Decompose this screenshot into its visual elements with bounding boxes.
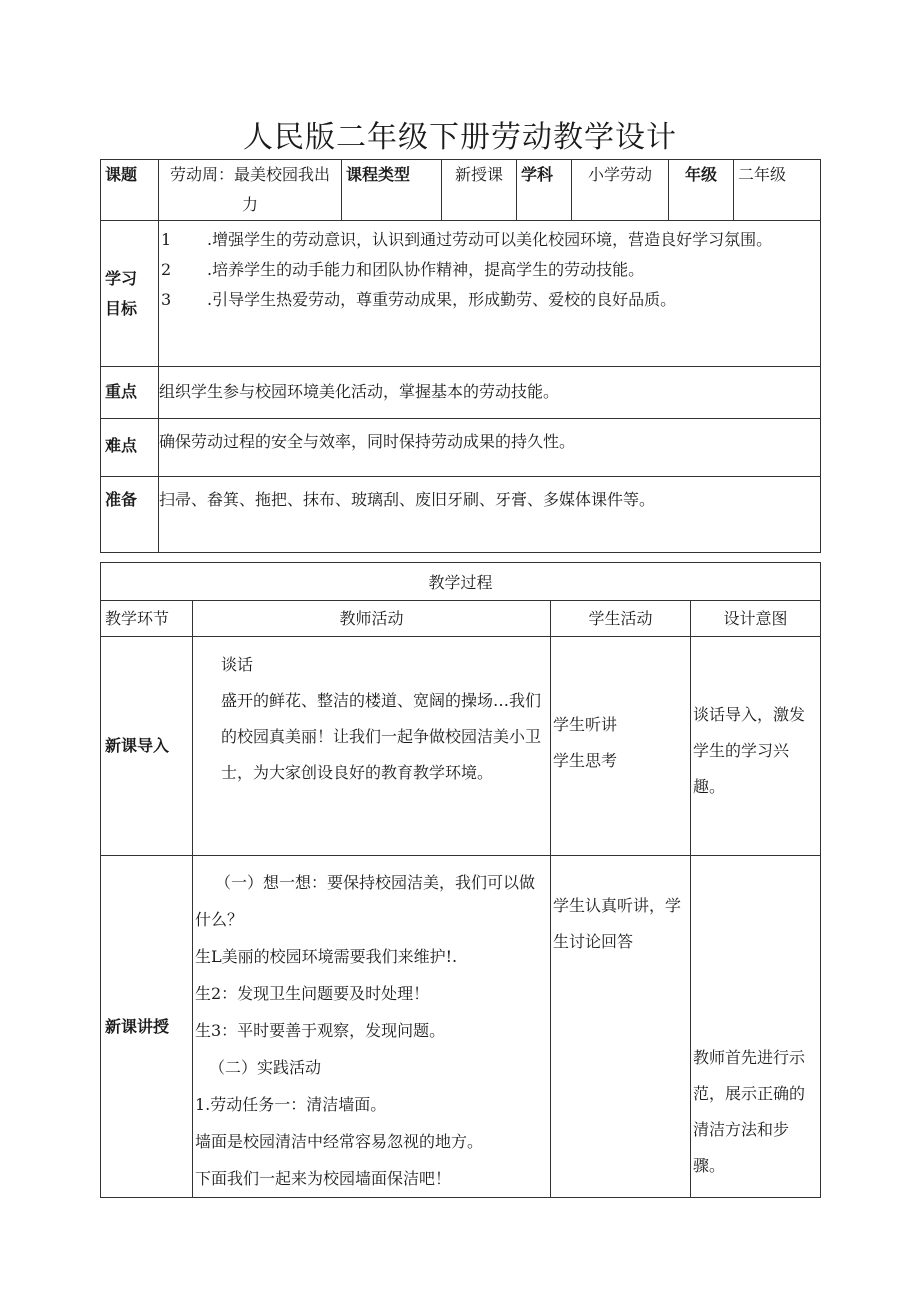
goal-number: 1	[161, 230, 172, 249]
teacher-activity-line: 墙面是校园清洁中经常容易忽视的地方。	[195, 1132, 484, 1151]
subject-value: 小学劳动	[572, 160, 669, 221]
teacher-activity-line: 生L美丽的校园环境需要我们来维护!.	[195, 947, 458, 966]
process-caption: 教学过程	[101, 563, 821, 601]
teacher-activity-line: 生2：发现卫生问题要及时处理！	[195, 984, 430, 1003]
header-student: 学生活动	[551, 601, 691, 637]
header-teacher: 教师活动	[193, 601, 551, 637]
stage-teaching: 新课讲授	[101, 856, 193, 1198]
goal-number: 3	[161, 290, 172, 309]
teacher-activity-line: （一）想一想：要保持校园洁美，我们可以做什么？	[195, 873, 536, 929]
course-type-label: 课程类型	[342, 160, 442, 221]
preparation-value: 扫帚、畚箕、拖把、抹布、玻璃刮、废旧牙刷、牙膏、多媒体课件等。	[159, 477, 821, 553]
teacher-activity-line: 1.劳动任务一：清洁墙面。	[195, 1095, 387, 1114]
goal-number: 2	[161, 260, 172, 279]
preparation-label: 准备	[101, 477, 159, 553]
key-point-label: 重点	[101, 367, 159, 419]
teacher-activity-teaching	[193, 856, 551, 1198]
student-activity-intro	[551, 637, 691, 856]
grade-value: 二年级	[734, 160, 821, 221]
course-type-value: 新授课	[442, 160, 517, 221]
difficulty-label: 难点	[101, 419, 159, 477]
teacher-activity-line: 生3：平时要善于观察，发现问题。	[195, 1021, 446, 1040]
teacher-activity-line: （二）实践活动	[209, 1058, 322, 1077]
teacher-activity-line: 盛开的鲜花、整洁的楼道、宽阔的操场…我们的校园真美丽！让我们一起争做校园洁美小卫士，为大家创设良好的教育教学环境。	[221, 691, 542, 782]
student-activity-line: 学生听讲	[553, 715, 618, 734]
goal-text: .培养学生的动手能力和团队协作精神，提高学生的劳动技能。	[207, 260, 645, 279]
teacher-activity-line: 下面我们一起来为校园墙面保洁吧！	[195, 1169, 452, 1188]
goals-label: 学习目标	[101, 221, 159, 367]
design-intent-intro: 谈话导入，激发学生的学习兴趣。	[691, 637, 821, 856]
topic-value: 劳动周：最美校园我出力	[159, 160, 342, 221]
goals-cell	[159, 221, 821, 367]
subject-label: 学科	[517, 160, 572, 221]
teacher-activity-line: 谈话	[221, 655, 254, 674]
student-activity-line: 学生思考	[553, 751, 618, 770]
lesson-info-table	[100, 159, 821, 553]
goal-item	[159, 225, 820, 255]
design-intent-teaching: 教师首先进行示范，展示正确的清洁方法和步骤。	[691, 856, 821, 1198]
goal-item	[159, 285, 820, 315]
stage-intro: 新课导入	[101, 637, 193, 856]
key-point-value: 组织学生参与校园环境美化活动，掌握基本的劳动技能。	[159, 367, 821, 419]
teacher-activity-intro	[193, 637, 551, 856]
teaching-process-table	[100, 562, 821, 1198]
document-title: 人民版二年级下册劳动教学设计	[243, 120, 677, 155]
goal-item	[159, 255, 820, 285]
header-intent: 设计意图	[691, 601, 821, 637]
goal-text: .增强学生的劳动意识，认识到通过劳动可以美化校园环境，营造良好学习氛围。	[207, 230, 773, 249]
grade-label: 年级	[669, 160, 734, 221]
topic-label: 课题	[101, 160, 159, 221]
difficulty-value: 确保劳动过程的安全与效率，同时保持劳动成果的持久性。	[159, 419, 821, 477]
header-stage: 教学环节	[101, 601, 193, 637]
goal-text: .引导学生热爱劳动，尊重劳动成果，形成勤劳、爱校的良好品质。	[207, 290, 677, 309]
student-activity-teaching: 学生认真听讲，学生讨论回答	[551, 856, 691, 1198]
